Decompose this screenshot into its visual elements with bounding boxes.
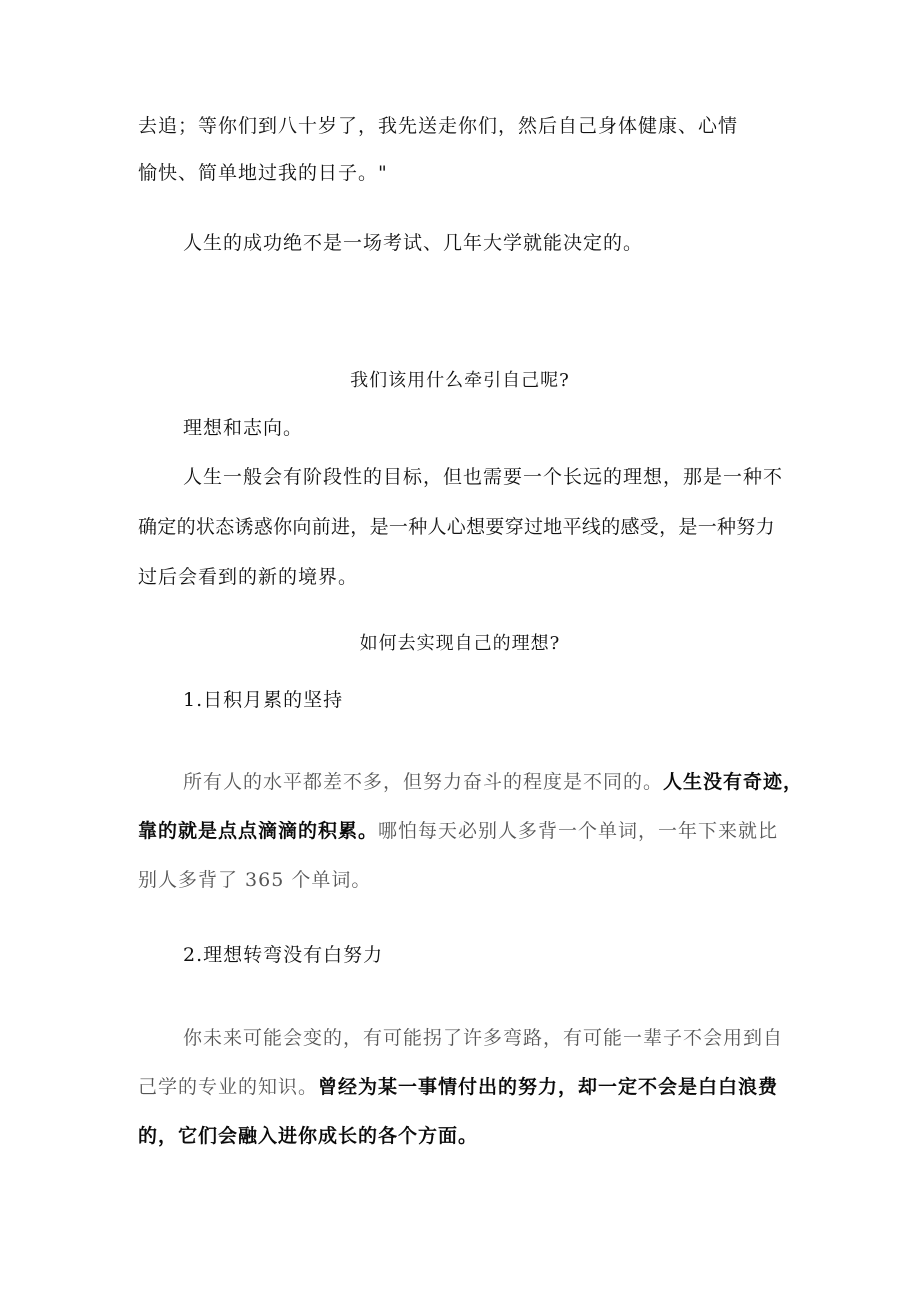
paragraph-4-line-2 — [138, 819, 778, 843]
paragraph-5-line-2-part-a: 己学的专业的知识。 — [138, 1076, 319, 1098]
question-2: 如何去实现自己的理想? — [359, 633, 561, 654]
heading-2: 2.理想转弯没有白努力 — [183, 944, 384, 966]
paragraph-3-line-3: 过后会看到的新的境界。 — [138, 566, 359, 588]
question-1: 我们该用什么牵引自己呢? — [350, 370, 570, 391]
paragraph-4-line-2-part-a: 靠的就是点点滴滴的积累。 — [138, 820, 379, 842]
paragraph-3-line-1: 人生一般会有阶段性的目标，但也需要一个长远的理想，那是一种不 — [183, 466, 784, 488]
paragraph-4-line-1-part-b: 人生没有奇迹， — [663, 771, 804, 793]
paragraph-5-line-2 — [138, 1075, 778, 1099]
paragraph-4-line-2-part-b: 哪怕每天必别人多背一个单词，一年下来就比 — [378, 820, 779, 842]
paragraph-1-line-2: 愉快、简单地过我的日子。" — [138, 162, 388, 184]
paragraph-4-line-1-part-a: 所有人的水平都差不多，但努力奋斗的程度是不同的。 — [183, 771, 664, 793]
paragraph-5-line-3: 的，它们会融入进你成长的各个方面。 — [138, 1125, 479, 1147]
paragraph-5-line-1: 你未来可能会变的，有可能拐了许多弯路，有可能一辈子不会用到自 — [183, 1027, 784, 1049]
paragraph-3-line-2: 确定的状态诱惑你向前进，是一种人心想要穿过地平线的感受，是一种努力 — [138, 516, 775, 538]
answer-1: 理想和志向。 — [183, 417, 304, 439]
heading-1: 1.日积月累的坚持 — [183, 689, 344, 711]
paragraph-2: 人生的成功绝不是一场考试、几年大学就能决定的。 — [183, 232, 644, 254]
paragraph-1-line-1: 去追；等你们到八十岁了，我先送走你们，然后自己身体健康、心情 — [138, 115, 739, 137]
paragraph-4-line-3: 别人多背了 365 个单词。 — [138, 869, 372, 891]
paragraph-5-line-2-part-b: 曾经为某一事情付出的努力，却一定不会是白白浪费 — [318, 1076, 779, 1098]
paragraph-4-line-1 — [183, 770, 803, 794]
